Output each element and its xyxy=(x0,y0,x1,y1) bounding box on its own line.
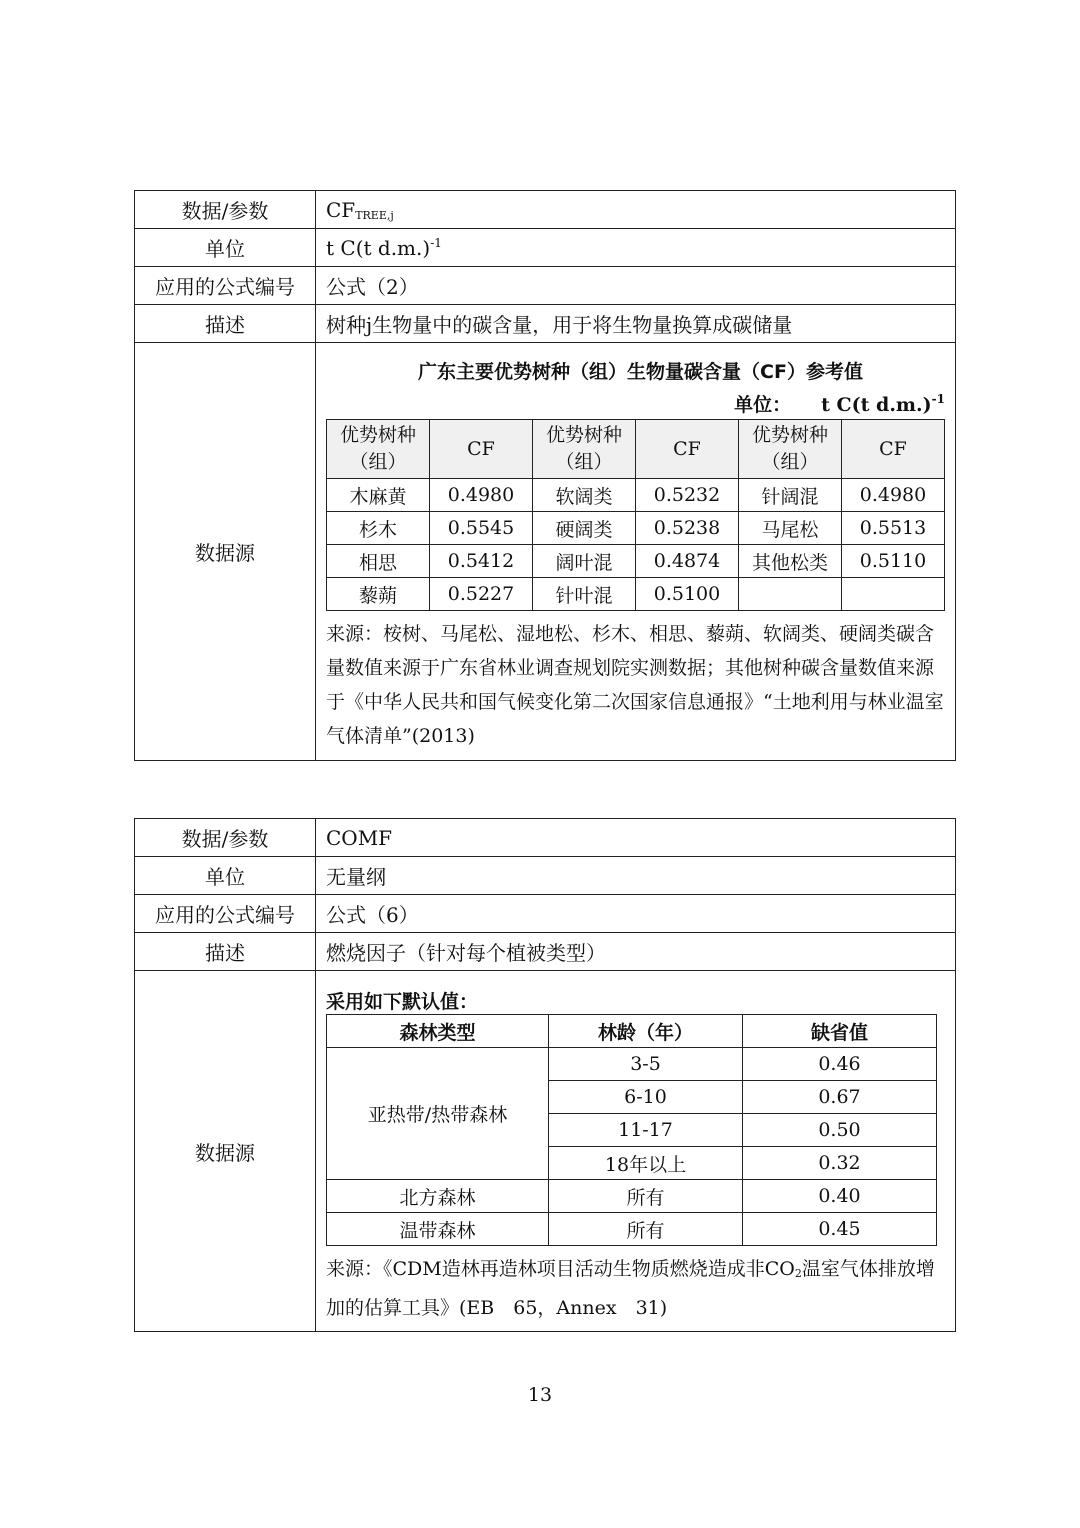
cf-cell xyxy=(842,578,945,611)
age-cell: 3-5 xyxy=(549,1048,743,1081)
desc-value: 树种j生物量中的碳含量，用于将生物量换算成碳储量 xyxy=(316,305,956,343)
source-note: 来源：桉树、马尾松、湿地松、杉木、相思、藜蒴、软阔类、硬阔类碳含量数值来源于广东省林业调查规划院实测数据；其他树种碳含量数值来源于《中华人民共和国气候变化第二次国家信息通报》“土地利用与林业温室气体清单”(2013) xyxy=(326,623,944,747)
cf-header-row xyxy=(327,420,945,479)
cf-reference-table xyxy=(326,419,945,611)
species-cell: 软阔类 xyxy=(533,479,636,512)
cf-cell: 0.5545 xyxy=(430,512,533,545)
species-cell: 其他松类 xyxy=(739,545,842,578)
forest-type-cell: 温带森林 xyxy=(327,1213,549,1246)
comf-header-row xyxy=(327,1015,937,1048)
species-cell xyxy=(739,578,842,611)
value-cell: 0.32 xyxy=(743,1147,937,1180)
cf-cell: 0.4980 xyxy=(430,479,533,512)
formula-value: 公式（2） xyxy=(316,267,956,305)
value-cell: 0.50 xyxy=(743,1114,937,1147)
source-label: 数据源 xyxy=(135,343,316,761)
parameter-table-comf xyxy=(134,818,956,1332)
species-cell: 针叶混 xyxy=(533,578,636,611)
cf-header-value: CF xyxy=(842,420,945,479)
source-content xyxy=(316,971,956,1332)
value-cell: 0.67 xyxy=(743,1081,937,1114)
formula-value: 公式（6） xyxy=(316,895,956,933)
cf-header-species: 优势树种（组） xyxy=(739,420,842,479)
species-cell: 硬阔类 xyxy=(533,512,636,545)
source-note: 来源：《CDM造林再造林项目活动生物质燃烧造成非$CO_2$温室气体排放增加的估算工具》(EB 65，Annex 31) xyxy=(326,1258,935,1319)
cf-cell: 0.4980 xyxy=(842,479,945,512)
comf-default-table xyxy=(326,1014,937,1246)
unit-value: 无量纲 xyxy=(316,857,956,895)
cf-header-species: 优势树种（组） xyxy=(533,420,636,479)
table-row xyxy=(327,1213,937,1246)
value-cell: 0.45 xyxy=(743,1213,937,1246)
age-cell: 11-17 xyxy=(549,1114,743,1147)
cf-table-title: 广东主要优势树种（组）生物量碳含量（CF）参考值 xyxy=(418,361,863,383)
value-cell: 0.40 xyxy=(743,1180,937,1213)
formula-label: 应用的公式编号 xyxy=(135,267,316,305)
param-label: 数据/参数 xyxy=(135,191,316,229)
forest-type-cell: 亚热带/热带森林 xyxy=(327,1048,549,1180)
desc-value: 燃烧因子（针对每个植被类型） xyxy=(316,933,956,971)
species-cell: 相思 xyxy=(327,545,430,578)
header-forest-type: 森林类型 xyxy=(327,1015,549,1048)
table-row xyxy=(327,479,945,512)
source-label: 数据源 xyxy=(135,971,316,1332)
unit-value: t C(t d.m.)$^{-1}$ xyxy=(316,229,956,267)
page-number: 13 xyxy=(527,1384,553,1406)
cf-cell: 0.5110 xyxy=(842,545,945,578)
param-value: $CF_{TREE,j}$ xyxy=(316,191,956,229)
unit-label: 单位 xyxy=(135,857,316,895)
cf-cell: 0.5412 xyxy=(430,545,533,578)
cf-cell: 0.5232 xyxy=(636,479,739,512)
param-value: COMF xyxy=(316,819,956,857)
cf-cell: 0.5227 xyxy=(430,578,533,611)
value-cell: 0.46 xyxy=(743,1048,937,1081)
age-cell: 所有 xyxy=(549,1180,743,1213)
age-cell: 6-10 xyxy=(549,1081,743,1114)
cf-header-value: CF xyxy=(430,420,533,479)
cf-cell: 0.5100 xyxy=(636,578,739,611)
desc-label: 描述 xyxy=(135,305,316,343)
cf-cell: 0.5238 xyxy=(636,512,739,545)
source-content xyxy=(316,343,956,761)
species-cell: 马尾松 xyxy=(739,512,842,545)
species-cell: 针阔混 xyxy=(739,479,842,512)
table-row xyxy=(327,545,945,578)
desc-label: 描述 xyxy=(135,933,316,971)
table-row xyxy=(327,1048,937,1081)
cf-header-value: CF xyxy=(636,420,739,479)
parameter-table-cf xyxy=(134,190,956,761)
cf-cell: 0.5513 xyxy=(842,512,945,545)
table-row xyxy=(327,512,945,545)
species-cell: 阔叶混 xyxy=(533,545,636,578)
table-row xyxy=(327,1180,937,1213)
default-values-title: 采用如下默认值： xyxy=(326,991,479,1013)
age-cell: 所有 xyxy=(549,1213,743,1246)
unit-label: 单位 xyxy=(135,229,316,267)
cf-cell: 0.4874 xyxy=(636,545,739,578)
param-label: 数据/参数 xyxy=(135,819,316,857)
formula-label: 应用的公式编号 xyxy=(135,895,316,933)
age-cell: 18年以上 xyxy=(549,1147,743,1180)
forest-type-cell: 北方森林 xyxy=(327,1180,549,1213)
header-default-value: 缺省值 xyxy=(743,1015,937,1048)
cf-header-species: 优势树种（组） xyxy=(327,420,430,479)
species-cell: 藜蒴 xyxy=(327,578,430,611)
table-row xyxy=(327,578,945,611)
species-cell: 木麻黄 xyxy=(327,479,430,512)
header-forest-age: 林龄（年） xyxy=(549,1015,743,1048)
cf-table-unit: 单位： t C(t d.m.)$^{-1}$ xyxy=(734,392,945,416)
species-cell: 杉木 xyxy=(327,512,430,545)
